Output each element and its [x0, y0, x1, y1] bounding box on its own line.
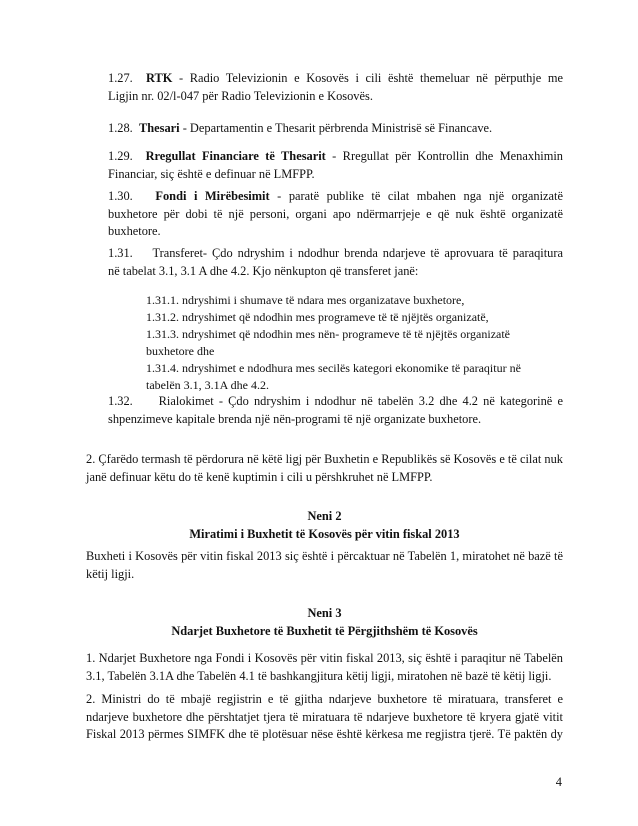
definition-number: 1.28.: [108, 121, 133, 135]
definition-text: - paratë publike të cilat mbahen nga një organizatë: [269, 189, 564, 203]
article-3-heading: [86, 605, 563, 640]
definition-term: RTK: [146, 71, 173, 85]
article-3-paragraph-1: [86, 650, 563, 685]
article-2-heading: [86, 508, 563, 543]
subitem-list: [146, 292, 546, 394]
page-number: 4: [555, 775, 562, 789]
paragraph-text: Buxheti i Kosovës për vitin fiskal 2013 siç është i përcaktuar në Tabelën 1, miratohet në bazë të këtij ligji.: [86, 549, 563, 581]
definition-1-27: [108, 70, 563, 105]
definition-text: - Rregullat për Kontrollin dhe Menaxhimin: [325, 149, 563, 163]
definition-1-29: [108, 148, 563, 183]
subitem: 1.31.2. ndryshimet që ndodhin mes programeve të të njëjtës organizatë,: [146, 310, 489, 324]
definition-text: Transferet- Çdo ndryshim i ndodhur brenda ndarjeve të aprovuara të paraqitura: [152, 246, 563, 260]
definition-1-30: [108, 188, 563, 241]
article-label: Neni 3: [307, 606, 342, 620]
definition-1-32: [108, 393, 563, 428]
article-label: Neni 2: [307, 509, 342, 523]
definition-text-cont: buxhetore për dobi të një personi, organi apo ndërmarrjeje e që nuk është organizatë buxhetore.: [108, 206, 563, 239]
definition-number: 1.32.: [108, 394, 133, 408]
definition-text-cont: shpenzimeve kapitale brenda një nën-programi të një organizate buxhetore.: [108, 411, 482, 426]
paragraph-text: 2. Çfarëdo termash të përdorura në këtë ligj për Buxhetin e Republikës së Kosovës e të cilat nuk janë definuar këtu do të kenë kuptimin i cili u përshkruhet në LMFPP.: [86, 452, 563, 484]
definition-text: - Radio Televizionin e Kosovës i cili është themeluar në përputhje me: [172, 71, 563, 85]
definition-text-cont: Financiar, siç është e definuar në LMFPP.: [108, 166, 315, 181]
definition-text-cont: Ligjin nr. 02/l-047 për Radio Televizionin e Kosovës.: [108, 88, 373, 103]
article-title: Miratimi i Buxhetit të Kosovës për vitin fiskal 2013: [189, 526, 460, 541]
subitem-cont: buxhetore dhe: [146, 344, 215, 358]
subitem: 1.31.3. ndryshimet që ndodhin mes nën- programeve të të njëjtës organizatë: [146, 327, 511, 341]
definition-term: Fondi i Mirëbesimit: [155, 189, 270, 203]
paragraph-2: [86, 451, 563, 486]
definition-term: Rregullat Financiare të Thesarit: [145, 149, 326, 163]
definition-text: - Departamentin e Thesarit përbrenda Ministrisë së Financave.: [179, 121, 493, 135]
paragraph-text: 2. Ministri do të mbajë regjistrin e të gjitha ndarjeve buxhetore të miratuara, transferet e ndarjeve buxhetore dhe përshtatjet tjera të miratuara të ndarjeve buxhetore të kryera gjatë vitit Fiskal 2013 përmes SIMFK dhe të plotësuar nëse është kërkesa me regjistra tjerë. Të paktën dy: [86, 692, 563, 742]
subitem: 1.31.4. ndryshimet e ndodhura mes secilës kategori ekonomike të paraqitur në: [146, 361, 521, 375]
definition-number: 1.30.: [108, 189, 133, 203]
definition-number: 1.31.: [108, 246, 133, 260]
definition-1-31: [108, 245, 563, 280]
definition-number: 1.27.: [108, 71, 133, 85]
subitem: 1.31.1. ndryshimi i shumave të ndara mes organizatave buxhetore,: [146, 293, 465, 307]
paragraph-text: 1. Ndarjet Buxhetore nga Fondi i Kosovës për vitin fiskal 2013, siç është i paraqitur në Tabelën 3.1, Tabelën 3.1A dhe Tabelën 4.1 të bashkangjitura këtij ligji, miratohen në bazë të këtij ligji.: [86, 651, 563, 683]
definition-text: Rialokimet - Çdo ndryshim i ndodhur në tabelën 3.2 dhe 4.2 në kategorinë e: [158, 394, 563, 408]
article-title: Ndarjet Buxhetore të Buxhetit të Përgjithshëm të Kosovës: [171, 623, 478, 638]
definition-1-28: [108, 120, 563, 138]
article-3-paragraph-2: [86, 691, 563, 744]
article-2-body: [86, 548, 563, 583]
definition-number: 1.29.: [108, 149, 133, 163]
definition-term: Thesari: [138, 121, 180, 135]
definition-text-cont: në tabelat 3.1, 3.1 A dhe 4.2. Kjo nënkupton që transferet janë:: [108, 263, 419, 278]
subitem-cont: tabelën 3.1, 3.1A dhe 4.2.: [146, 378, 269, 392]
